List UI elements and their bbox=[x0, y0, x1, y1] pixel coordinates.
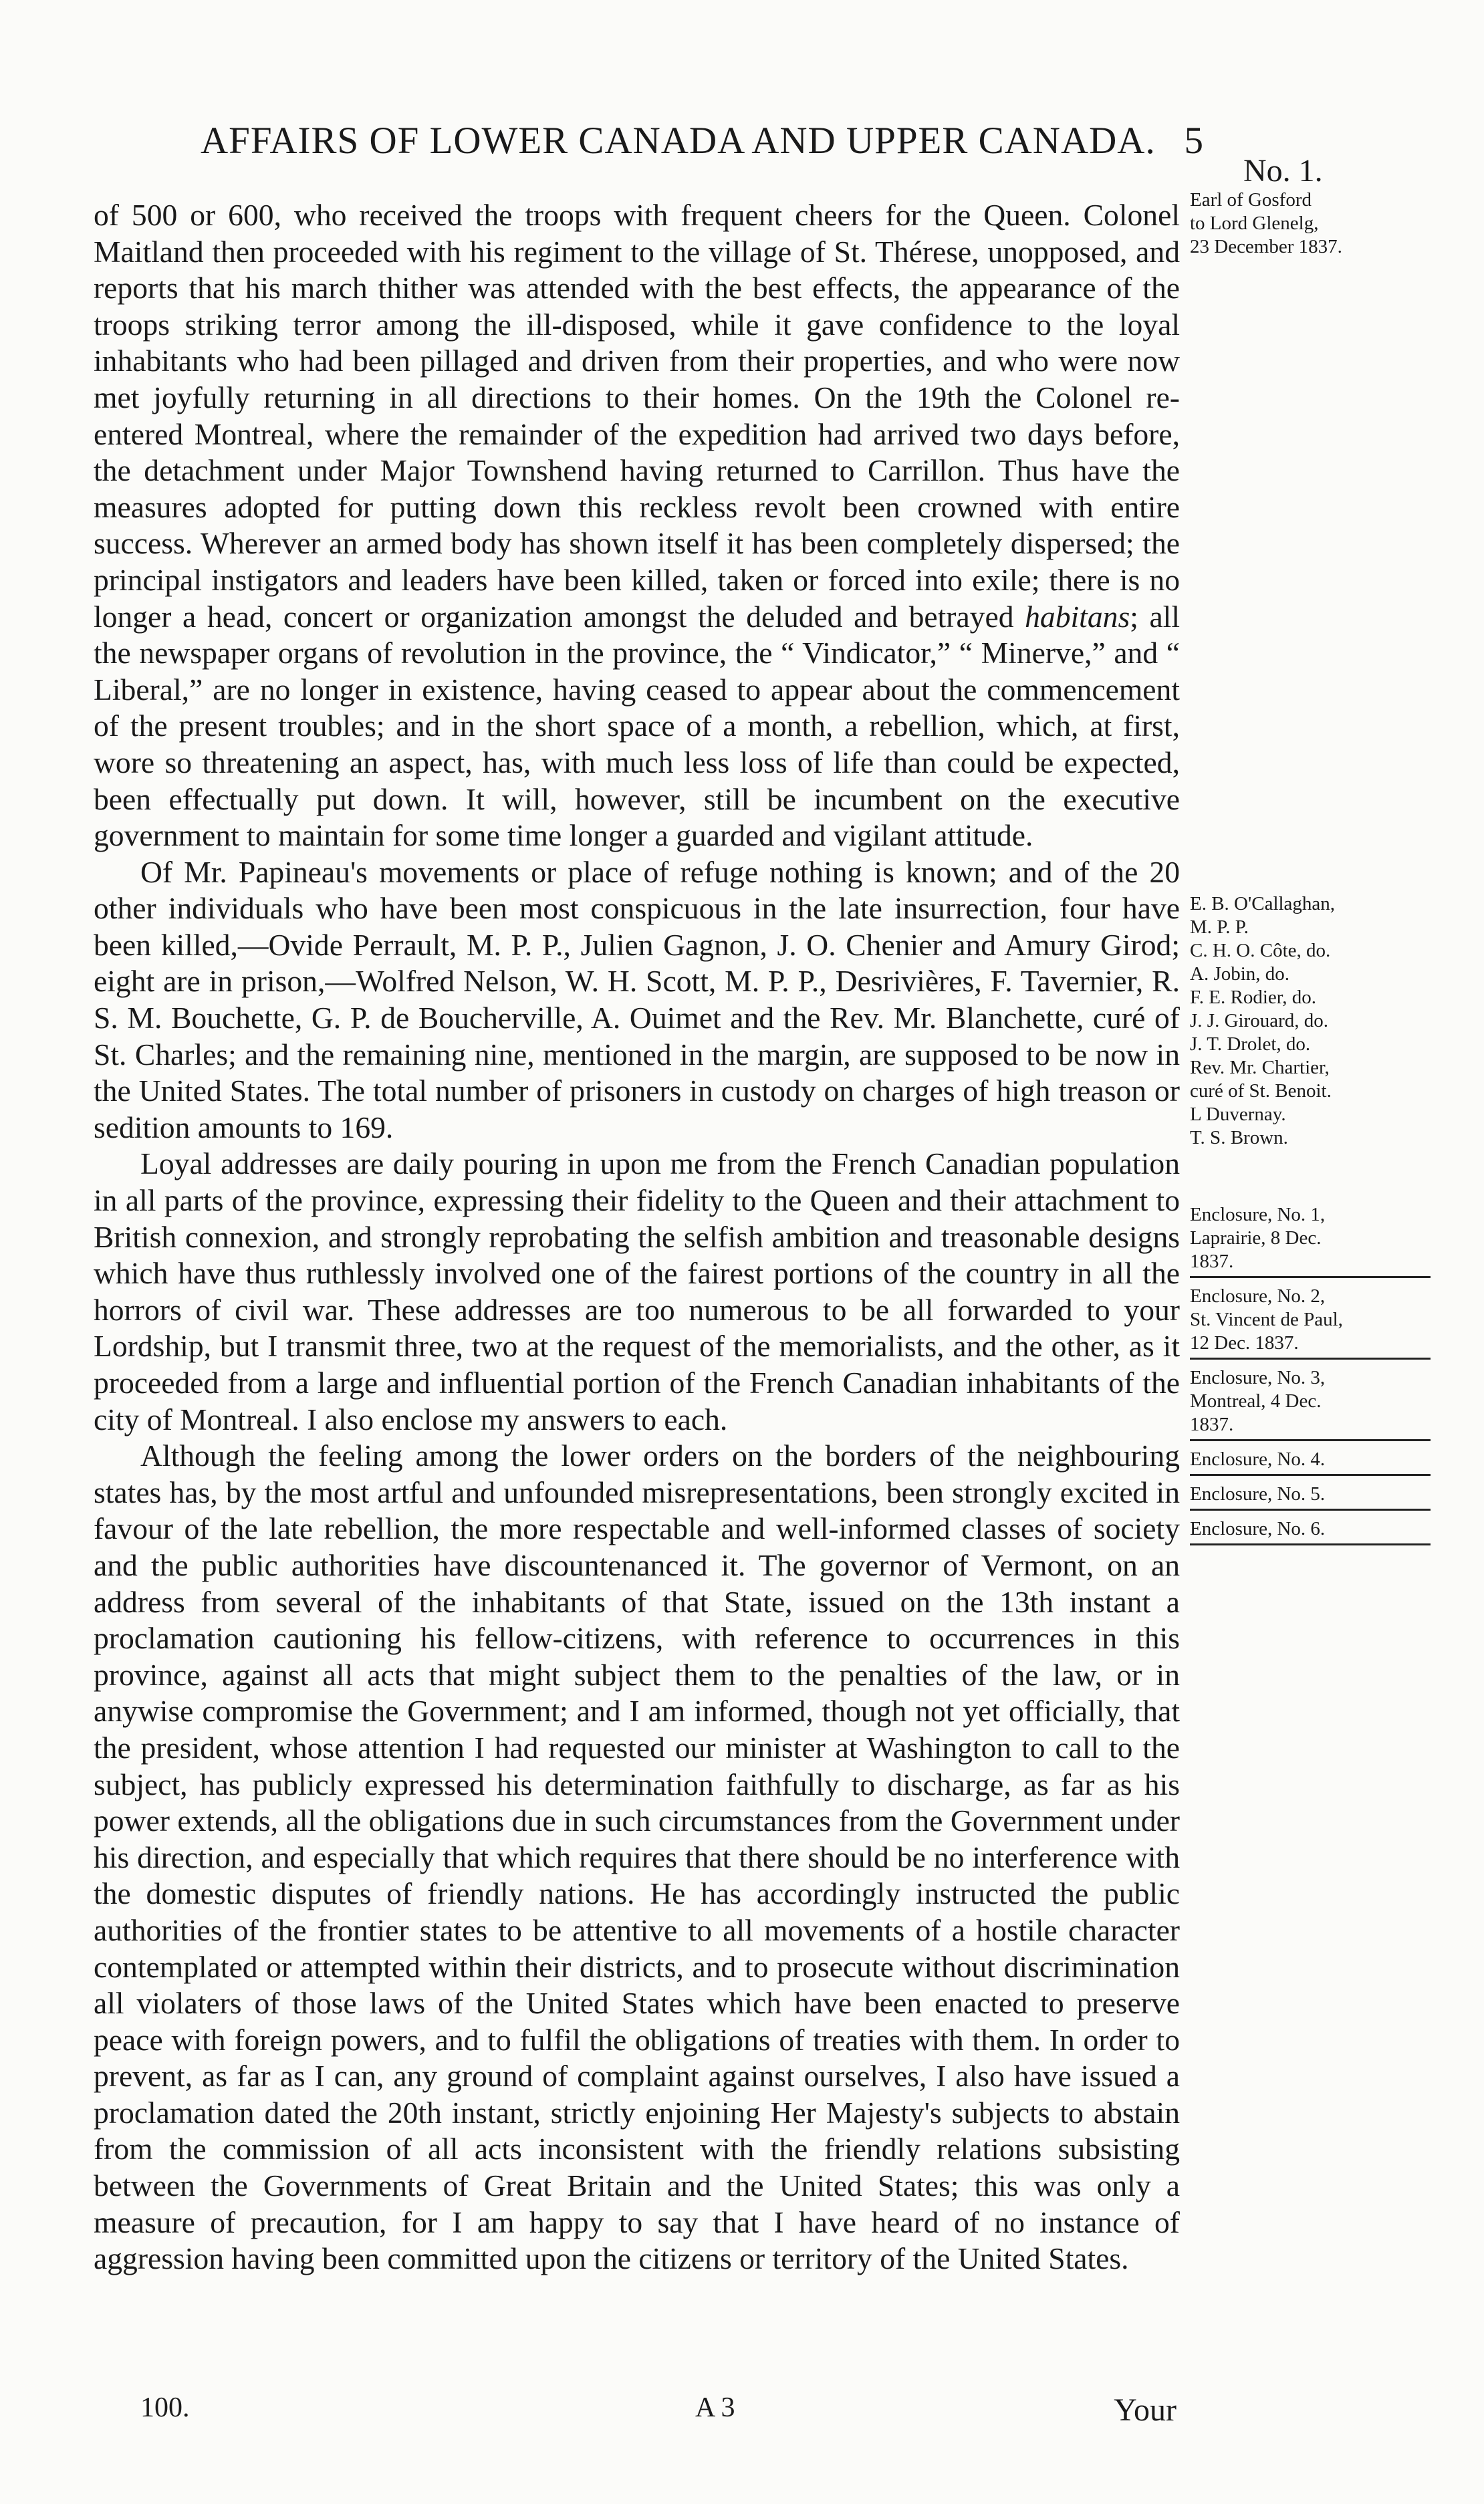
page-number: 5 bbox=[1184, 120, 1203, 162]
sheet-number: 100. bbox=[140, 2392, 190, 2423]
enclosure-rule bbox=[1190, 1509, 1431, 1511]
dispatch-text bbox=[94, 197, 1180, 2277]
enclosure-note: Enclosure, No. 3, Montreal, 4 Dec. 1837. bbox=[1190, 1366, 1457, 1441]
dispatch-number: No. 1. bbox=[1243, 153, 1323, 189]
margin-name: J. J. Girouard, do. bbox=[1190, 1010, 1329, 1031]
paragraph-4: Although the feeling among the lower orders on the borders of the neighbouring states has, by the most artful and unfounded misrepresentations, been strongly excited in favour of the late rebellion, the more respectable and well-informed classes of society and the public authorities have discountenanced it. The governor of Vermont, on an address from several of the inhabitants of that State, issued on the 13th instant a proclamation cautioning his fellow-citizens, with reference to occurrences in this province, against all acts that might subject them to the penalties of the law, or in anywise compromise the Government; and I am informed, though not yet officially, that the president, whose attention I had requested our minister at Washington to call to the subject, has publicly expressed his determination faithfully to discharge, as far as his power extends, all the obligations due in such circumstances from the Government under his direction, and especially that which requires that there should be no interference with the domestic disputes of friendly nations. He has accordingly instructed the public authorities of the frontier states to be attentive to all movements of a hostile character contemplated or attempted within their districts, and to prosecute without discrimination all violaters of those laws of the United States which have been enacted to preserve peace with foreign powers, and to fulfil the obligations of treaties with them. In order to prevent, as far as I can, any ground of complaint against ourselves, I also have issued a proclamation dated the 20th instant, strictly enjoining Her Majesty's subjects to abstain from the commission of all acts inconsistent with the friendly relations subsisting between the Governments of Great Britain and the United States; this was only a measure of precaution, for I am happy to say that I have heard of no instance of aggression having been committed upon the citizens or territory of the United States. bbox=[94, 1438, 1180, 2276]
enclosure-rule bbox=[1190, 1276, 1431, 1278]
enclosure-rule bbox=[1190, 1439, 1431, 1441]
enclosure-rule bbox=[1190, 1358, 1431, 1360]
margin-name: J. T. Drolet, do. bbox=[1190, 1033, 1311, 1055]
enclosure-rule bbox=[1190, 1543, 1431, 1545]
margin-name: L Duvernay. bbox=[1190, 1104, 1286, 1125]
enclosure-note: Enclosure, No. 6. bbox=[1190, 1517, 1457, 1545]
enclosure-rule bbox=[1190, 1474, 1431, 1476]
enclosure-note: Enclosure, No. 5. bbox=[1190, 1483, 1457, 1511]
enclosure-note: Enclosure, No. 2, St. Vincent de Paul, 12 Dec. 1837. bbox=[1190, 1285, 1457, 1360]
page-footer bbox=[140, 2392, 1177, 2432]
margin-name: E. B. O'Callaghan, bbox=[1190, 893, 1336, 914]
paragraph-2: Of Mr. Papineau's movements or place of refuge nothing is known; and of the 20 other individuals who have been most conspicuous in the late insurrection, four have been killed,—Ovide Perrault, M. P. P., Julien Gagnon, J. O. Chenier and Amury Girod; eight are in prison,—Wolfred Nelson, W. H. Scott, M. P. P., Desrivières, F. Tavernier, R. S. M. Bouchette, G. P. de Boucherville, A. Ouimet and the Rev. Mr. Blanchette, curé of St. Charles; and the remaining nine, mentioned in the margin, are supposed to be now in the United States. The total number of prisoners in custody on charges of high treason or sedition amounts to 169. bbox=[94, 854, 1180, 1144]
running-title: AFFAIRS OF LOWER CANADA AND UPPER CANADA. bbox=[201, 120, 1156, 162]
page-header bbox=[201, 119, 1203, 172]
enclosure-note: Enclosure, No. 1, Laprairie, 8 Dec. 1837. bbox=[1190, 1203, 1457, 1278]
margin-name: T. S. Brown. bbox=[1190, 1127, 1288, 1148]
catchword: Your bbox=[1114, 2392, 1177, 2428]
signature-mark: A 3 bbox=[695, 2392, 735, 2423]
margin-line: 23 December 1837. bbox=[1190, 236, 1342, 257]
margin-name: Rev. Mr. Chartier, bbox=[1190, 1057, 1330, 1078]
margin-note-dispatch bbox=[1190, 154, 1457, 259]
paragraph-3: Loyal addresses are daily pouring in upon me from the French Canadian population in all parts of the province, expressing their fidelity to the Queen and their attachment to British connexion, and strongly reprobating the selfish ambition and treasonable designs which have thus ruthlessly involved one of the fairest portions of the country in all the horrors of civil war. These addresses are too numerous to be all forwarded to your Lordship, but I transmit three, two at the request of the memorialists, and the other, as it proceeded from a large and influential portion of the French Canadian inhabitants of the city of Montreal. I also enclose my answers to each. bbox=[94, 1146, 1180, 1436]
margin-note-enclosures bbox=[1190, 1203, 1457, 1552]
margin-name: A. Jobin, do. bbox=[1190, 963, 1290, 985]
paragraph-1: of 500 or 600, who received the troops with frequent cheers for the Queen. Colonel Maitland then proceeded with his regiment to the village of St. Thérese, unopposed, and reports that his march thither was attended with the best effects, the appearance of the troops striking terror among the ill-disposed, while it gave confidence to the loyal inhabitants who had been pillaged and driven from their properties, and who were now met joyfully returning in all directions to their homes. On the 19th the Colonel re-entered Montreal, where the remainder of the expedition had arrived two days before, the detachment under Major Townshend having returned to Carrillon. Thus have the measures adopted for putting down this reckless revolt been crowned with entire success. Wherever an armed body has shown itself it has been completely dispersed; the principal instigators and leaders have been killed, taken or forced into exile; there is no longer a head, concert or organization amongst the deluded and betrayed habitans; all the newspaper organs of revolution in the province, the “ Vindicator,” “ Minerve,” and “ Liberal,” are no longer in existence, having ceased to appear about the commencement of the present troubles; and in the short space of a month, a rebellion, which, at first, wore so threatening an aspect, has, with much less loss of life than could be expected, been effectually put down. It will, however, still be incumbent on the executive government to maintain for some time longer a guarded and vigilant attitude. bbox=[94, 198, 1181, 853]
margin-line: to Lord Glenelg, bbox=[1190, 213, 1319, 234]
margin-note-names bbox=[1190, 892, 1457, 1150]
margin-name: C. H. O. Côte, do. bbox=[1190, 940, 1331, 961]
margin-name: M. P. P. bbox=[1190, 916, 1249, 938]
margin-name: curé of St. Benoit. bbox=[1190, 1080, 1332, 1102]
enclosure-note: Enclosure, No. 4. bbox=[1190, 1448, 1457, 1476]
margin-line: Earl of Gosford bbox=[1190, 189, 1312, 211]
margin-name: F. E. Rodier, do. bbox=[1190, 987, 1317, 1008]
italic-word: habitans bbox=[1025, 599, 1130, 634]
